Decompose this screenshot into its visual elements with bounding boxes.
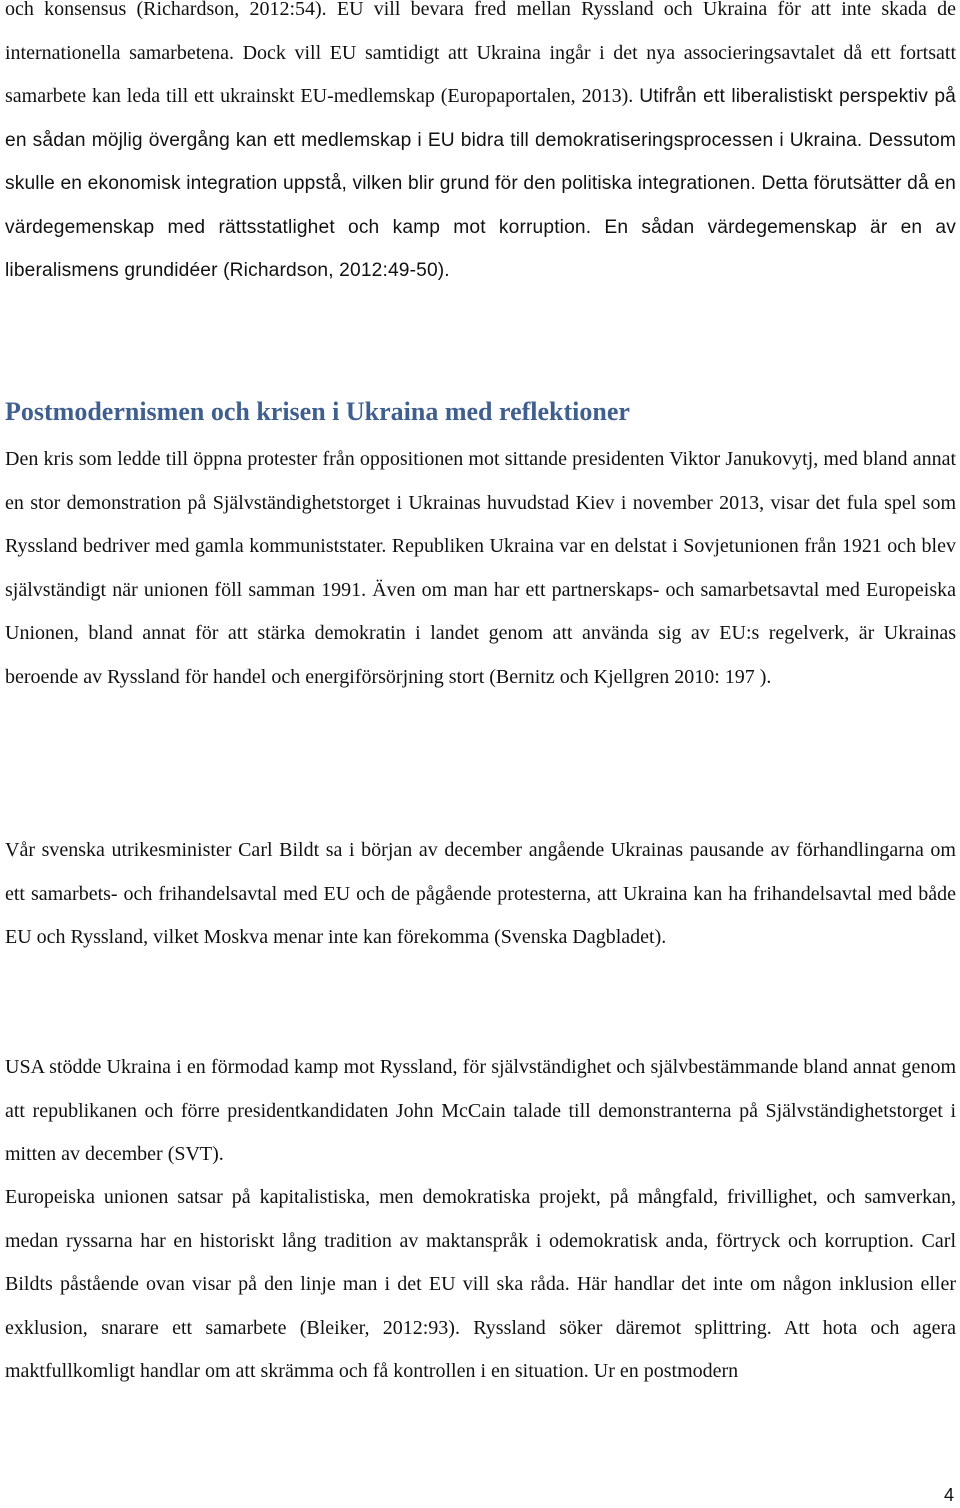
intro-paragraph-serif-part: och konsensus (Richardson, 2012:54). EU vill bevara fred mellan Ryssland och Ukraina för att inte skada de internationella samarbetena. Dock vill EU samtidigt att Ukraina ingår i det nya associeringsavtalet då ett fortsatt samarbete kan leda till ett ukrainskt EU-medlemskap (Europaportalen, 2013).: [5, 0, 956, 107]
intro-paragraph-sans-part: Utifrån ett liberalistiskt perspektiv på en sådan möjlig övergång kan ett medlemskap i EU bidra till demokratiseringsprocessen i Ukraina. Dessutom skulle en ekonomisk integration uppstå, vilken blir grund för den politiska integrationen. Detta förutsätter då en värdegemenskap med rättsstatlighet och kamp mot korruption. En sådan värdegemenskap är en av liberalismens grundidéer (Richardson, 2012:49-50).: [5, 86, 956, 281]
body-paragraph-4: Europeiska unionen satsar på kapitalistiska, men demokratiska projekt, på mångfald, frivillighet, och samverkan, medan ryssarna har en historiskt lång tradition av maktanspråk i odemokratisk anda, förtryck och korruption. Carl Bildts påstående ovan visar på den linje man i det EU vill ska råda. Här handlar det inte om någon inklusion eller exklusion, snarare ett samarbete (Bleiker, 2012:93). Ryssland söker däremot splittring. Att hota och agera maktfullkomligt handlar om att skrämma och få kontrollen i en situation. Ur en postmodern: [5, 1186, 956, 1382]
intro-paragraph: [5, 0, 956, 293]
body-paragraph-3: USA stödde Ukraina i en förmodad kamp mot Ryssland, för självständighet och självbestämmande bland annat genom att republikanen och förre presidentkandidaten John McCain talade till demonstranterna på Självständighetstorget i mitten av december (SVT).: [5, 1056, 956, 1165]
body-paragraph-1: Den kris som ledde till öppna protester från oppositionen mot sittande presidenten Viktor Janukovytj, med bland annat en stor demonstration på Självständighetstorget i Ukrainas huvudstad Kiev i november 2013, visar det fula spel som Ryssland bedriver med gamla kommuniststater. Republiken Ukraina var en delstat i Sovjetunionen från 1921 och blev självständigt när unionen föll samman 1991. Även om man har ett partnerskaps- och samarbetsavtal med Europeiska Unionen, bland annat för att stärka demokratin i landet genom att använda sig av EU:s regelverk, är Ukrainas beroende av Ryssland för handel och energiförsörjning stort (Bernitz och Kjellgren 2010: 197 ).: [5, 448, 956, 688]
page-number: 4: [943, 1485, 954, 1505]
body-paragraph-2: Vår svenska utrikesminister Carl Bildt sa i början av december angående Ukrainas pausande av förhandlingarna om ett samarbets- och frihandelsavtal med EU och de pågående protesterna, att Ukraina kan ha frihandelsavtal med både EU och Ryssland, vilket Moskva menar inte kan förekomma (Svenska Dagbladet).: [5, 839, 956, 948]
section-heading: Postmodernismen och krisen i Ukraina med reflektioner: [5, 397, 630, 426]
